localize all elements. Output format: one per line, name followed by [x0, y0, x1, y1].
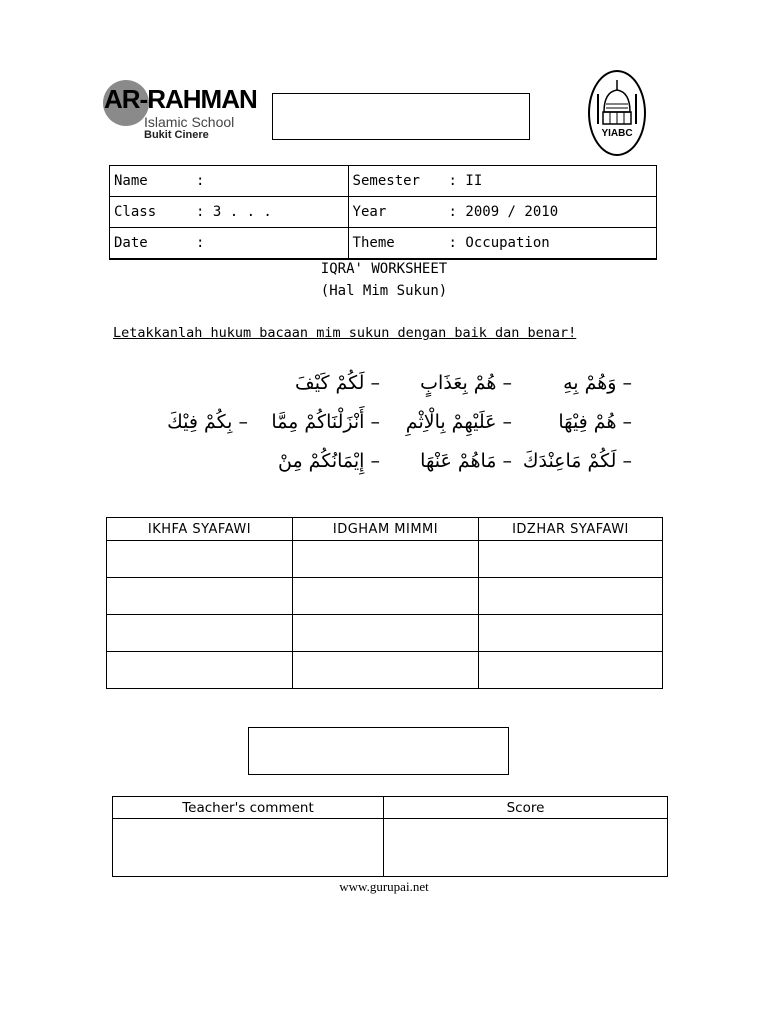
comment-table: [112, 796, 668, 877]
answer-cell[interactable]: [107, 578, 293, 615]
arabic-item-8: – لَكُمْ مَاعِنْدَكَ: [522, 450, 632, 472]
arabic-item-2: – هُمْ بِعَذَابٍ: [420, 372, 512, 394]
instruction-text: Letakkanlah hukum bacaan mim sukun dengan baik dan benar!: [113, 325, 577, 341]
answer-cell[interactable]: [293, 652, 479, 689]
semester-label: Semester: [352, 173, 420, 189]
answer-cell[interactable]: [293, 615, 479, 652]
score-cell[interactable]: [384, 819, 668, 877]
arabic-item-3: – لَكُمْ كَيْفَ: [295, 372, 380, 394]
emblem-text: YIABC: [601, 128, 633, 139]
arabic-item-7: – بِكُمْ فِيْكَ: [167, 411, 248, 433]
date-separator: :: [196, 235, 205, 251]
class-value: : 3 . . .: [196, 204, 272, 220]
answer-cell[interactable]: [293, 541, 479, 578]
answer-cell[interactable]: [479, 615, 663, 652]
logo-location: Bukit Cinere: [144, 129, 209, 141]
theme-cell: [348, 228, 656, 260]
year-value: : 2009 / 2010: [448, 204, 559, 220]
logo-subtitle: Islamic School: [144, 114, 235, 130]
name-cell[interactable]: [110, 166, 349, 197]
teacher-comment-cell[interactable]: [113, 819, 384, 877]
table-row: [107, 615, 663, 652]
col-header-ikhfa: IKHFA SYAFAWI: [107, 518, 293, 541]
class-cell[interactable]: [110, 197, 349, 228]
date-label: Date: [114, 235, 148, 251]
worksheet-subtitle: (Hal Mim Sukun): [320, 283, 448, 299]
blank-box-middle[interactable]: [248, 727, 509, 775]
student-info-table: [109, 165, 657, 260]
theme-label: Theme: [352, 235, 395, 251]
answer-cell[interactable]: [293, 578, 479, 615]
mosque-icon: [590, 72, 644, 154]
yiabc-emblem: [588, 70, 646, 156]
answer-cell[interactable]: [479, 578, 663, 615]
col-header-idzhar: IDZHAR SYAFAWI: [479, 518, 663, 541]
arabic-item-9: – مَاهُمْ عَنْهَا: [420, 450, 512, 472]
year-cell: [348, 197, 656, 228]
semester-value: : II: [448, 173, 483, 189]
name-separator: :: [196, 173, 205, 189]
score-header: Score: [384, 797, 668, 819]
date-cell[interactable]: [110, 228, 349, 260]
table-row: [107, 578, 663, 615]
logo-title: AR-RAHMAN: [104, 84, 257, 114]
col-header-idgham: IDGHAM MIMMI: [293, 518, 479, 541]
arabic-item-1: – وَهُمْ بِهِ: [563, 372, 632, 394]
table-row: [107, 541, 663, 578]
arabic-item-6: – أَنْزَلْنَاكُمْ مِمَّا: [271, 411, 380, 433]
answer-cell[interactable]: [107, 652, 293, 689]
class-label: Class: [114, 204, 157, 220]
footer-url: www.gurupai.net: [339, 879, 429, 894]
answer-cell[interactable]: [479, 541, 663, 578]
table-row: [107, 652, 663, 689]
year-label: Year: [352, 204, 387, 220]
score-box-top[interactable]: [272, 93, 530, 140]
arabic-item-4: – هُمْ فِيْهَا: [558, 411, 632, 433]
answer-cell[interactable]: [107, 615, 293, 652]
classification-table: [106, 517, 663, 689]
arabic-item-10: – إِيْمَانُكُمْ مِنْ: [278, 450, 380, 472]
answer-cell[interactable]: [479, 652, 663, 689]
answer-cell[interactable]: [107, 541, 293, 578]
worksheet-title: IQRA' WORKSHEET: [320, 261, 448, 277]
school-logo: [100, 78, 257, 142]
semester-cell: [348, 166, 656, 197]
theme-value: : Occupation: [448, 235, 550, 251]
arabic-item-5: – عَلَيْهِمْ بِالْاِثْمِ: [405, 411, 512, 433]
name-label: Name: [114, 173, 148, 189]
teacher-comment-header: Teacher's comment: [113, 797, 384, 819]
